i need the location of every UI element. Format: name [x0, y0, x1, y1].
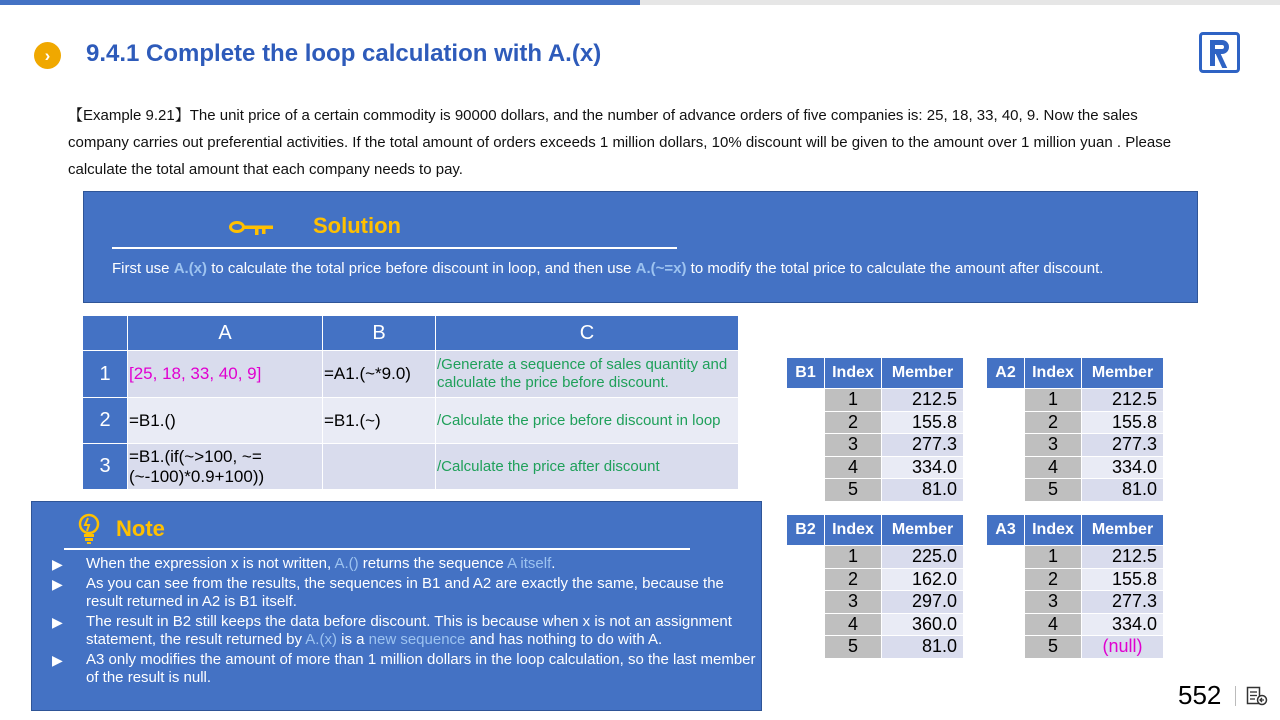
note-item: ▶ As you can see from the results, the sequences in B1 and A2 are exactly the same, because the result returned in A2 is B1 itself. — [52, 575, 724, 610]
example-text: 【Example 9.21】The unit price of a certain commodity is 90000 dollars, and the number of advance orders of five companies is: 25, 18, 33, 40, 9. Now the sales company carries out preferential activities. If the total amount of orders exceeds 1 million dollars, 10% discount will be given to the amount over 1 million yuan . Please calculate the total amount that each company needs to pay. — [68, 107, 1172, 178]
result-index: 5 — [1025, 636, 1082, 659]
code-grid — [82, 315, 739, 490]
result-index: 4 — [825, 456, 882, 479]
result-member: 81.0 — [1082, 479, 1164, 502]
result-index: 3 — [1025, 591, 1082, 614]
result-table-name: B2 — [787, 515, 825, 546]
page-title: 9.4.1 Complete the loop calculation with A.(x) — [86, 40, 602, 67]
note-item: ▶ The result in B2 still keeps the data before discount. This is because when x is not an assignment statement, the result returned by A.(x) is a new sequence and has nothing to do with A. — [52, 613, 732, 648]
grid-col-header[interactable]: B — [323, 316, 436, 351]
result-index: 5 — [825, 479, 882, 502]
top-progress-bar — [0, 0, 640, 5]
result-member: 212.5 — [1082, 546, 1164, 569]
result-index: 3 — [825, 434, 882, 457]
bullet-arrow-icon: ▶ — [52, 652, 63, 668]
grid-col-header[interactable]: C — [436, 316, 739, 351]
grid-cell-b3[interactable] — [323, 444, 436, 490]
note-item: ▶ When the expression x is not written, A.() returns the sequence A itself. — [52, 555, 556, 572]
grid-row-header[interactable]: 3 — [83, 444, 128, 490]
result-member: 212.5 — [882, 389, 964, 412]
grid-row-header[interactable]: 1 — [83, 351, 128, 398]
solution-box — [83, 191, 1198, 303]
result-table-a3 — [986, 514, 1164, 659]
note-list — [50, 555, 756, 689]
result-member-header: Member — [882, 358, 964, 389]
note-divider — [64, 548, 690, 550]
result-member: 334.0 — [1082, 456, 1164, 479]
grid-cell-a2[interactable]: =B1.() — [128, 398, 323, 444]
result-index: 4 — [825, 613, 882, 636]
divider — [1235, 686, 1236, 706]
result-index: 1 — [1025, 389, 1082, 412]
result-table-b2 — [786, 514, 964, 659]
result-member-null: (null) — [1082, 636, 1164, 659]
solution-divider — [112, 247, 677, 249]
top-progress-track — [640, 0, 1280, 5]
notes-icon[interactable] — [1246, 686, 1268, 706]
result-index: 4 — [1025, 456, 1082, 479]
result-index: 3 — [1025, 434, 1082, 457]
lightbulb-icon — [77, 513, 101, 545]
result-index: 2 — [825, 568, 882, 591]
result-index: 2 — [1025, 568, 1082, 591]
result-member-header: Member — [882, 515, 964, 546]
code-ax: A.(x) — [173, 260, 208, 277]
solution-heading: Solution — [313, 213, 401, 238]
result-index: 5 — [1025, 479, 1082, 502]
result-index-header: Index — [825, 515, 882, 546]
result-member: 297.0 — [882, 591, 964, 614]
grid-cell-c3[interactable]: /Calculate the price after discount — [436, 444, 739, 490]
chevron-right-icon: › — [34, 42, 61, 69]
result-index: 1 — [1025, 546, 1082, 569]
logo-icon — [1199, 32, 1240, 73]
grid-cell-a1[interactable]: [25, 18, 33, 40, 9] — [128, 351, 323, 398]
result-table-name: A3 — [987, 515, 1025, 546]
bullet-arrow-icon: ▶ — [52, 556, 63, 572]
grid-corner — [83, 316, 128, 351]
code-a-assign: A.(~=x) — [635, 260, 687, 277]
page-number: 552 — [1178, 680, 1222, 710]
result-index: 5 — [825, 636, 882, 659]
result-index-header: Index — [1025, 515, 1082, 546]
result-member: 162.0 — [882, 568, 964, 591]
result-index: 2 — [1025, 411, 1082, 434]
result-table-name: B1 — [787, 358, 825, 389]
result-table-a2 — [986, 357, 1164, 502]
result-member: 212.5 — [1082, 389, 1164, 412]
result-index: 1 — [825, 546, 882, 569]
bullet-arrow-icon: ▶ — [52, 614, 63, 630]
result-index: 3 — [825, 591, 882, 614]
grid-col-header[interactable]: A — [128, 316, 323, 351]
result-member: 225.0 — [882, 546, 964, 569]
result-member: 155.8 — [882, 411, 964, 434]
result-index: 2 — [825, 411, 882, 434]
grid-cell-c1[interactable]: /Generate a sequence of sales quantity and calculate the price before discount. — [436, 351, 739, 398]
result-member: 81.0 — [882, 636, 964, 659]
result-member: 81.0 — [882, 479, 964, 502]
grid-row-header[interactable]: 2 — [83, 398, 128, 444]
result-member-header: Member — [1082, 358, 1164, 389]
note-item: ▶ A3 only modifies the amount of more than 1 million dollars in the loop calculation, so the last member of the result is null. — [52, 651, 756, 686]
result-index: 1 — [825, 389, 882, 412]
key-icon — [229, 219, 275, 237]
result-table-name: A2 — [987, 358, 1025, 389]
grid-cell-a3[interactable]: =B1.(if(~>100, ~=(~-100)*0.9+100)) — [128, 444, 323, 490]
result-member: 277.3 — [1082, 434, 1164, 457]
solution-text: First use A.(x) to calculate the total price before discount in loop, and then use A.(~=x) to modify the total price to calculate the amount after discount. — [112, 260, 1104, 277]
bullet-arrow-icon: ▶ — [52, 576, 63, 592]
note-box — [31, 501, 762, 711]
grid-cell-b2[interactable]: =B1.(~) — [323, 398, 436, 444]
result-index-header: Index — [1025, 358, 1082, 389]
result-member: 155.8 — [1082, 568, 1164, 591]
result-index-header: Index — [825, 358, 882, 389]
result-index: 4 — [1025, 613, 1082, 636]
result-member: 334.0 — [882, 456, 964, 479]
result-member: 277.3 — [882, 434, 964, 457]
result-member: 277.3 — [1082, 591, 1164, 614]
result-member: 155.8 — [1082, 411, 1164, 434]
grid-cell-c2[interactable]: /Calculate the price before discount in loop — [436, 398, 739, 444]
result-member-header: Member — [1082, 515, 1164, 546]
result-member: 360.0 — [882, 613, 964, 636]
result-member: 334.0 — [1082, 613, 1164, 636]
note-heading: Note — [116, 516, 165, 541]
grid-cell-b1[interactable]: =A1.(~*9.0) — [323, 351, 436, 398]
result-table-b1 — [786, 357, 964, 502]
